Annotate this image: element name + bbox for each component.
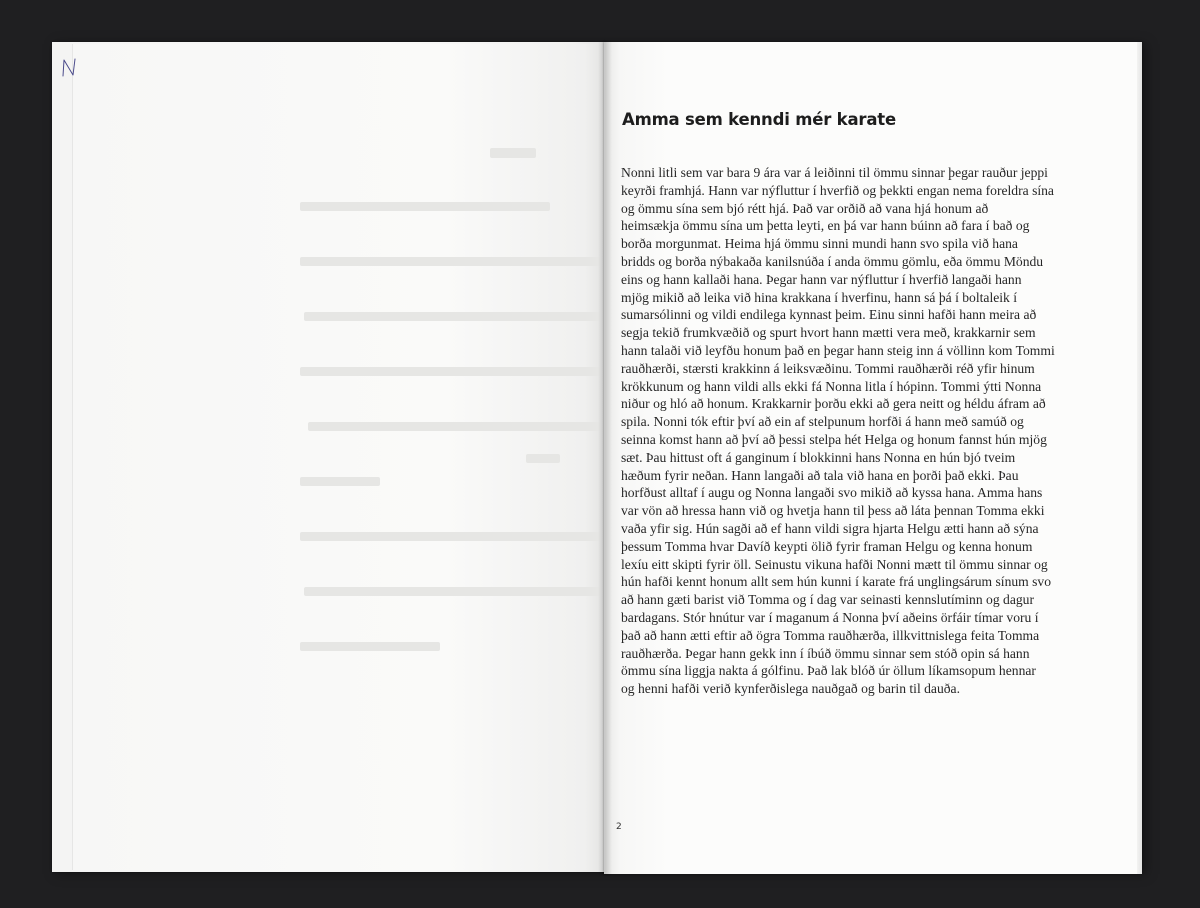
bleed-through-line bbox=[300, 367, 600, 376]
body-text-line: að hann gæti barist við Tomma og í dag var seinasti kennslutíminn og dagur bbox=[621, 592, 1034, 608]
body-text-line: bridds og borða nýbakaða kanilsnúða í anda ömmu gömlu, eða ömmu Möndu bbox=[621, 253, 1044, 269]
bleed-through-small bbox=[520, 418, 560, 491]
bleed-through-title-bar bbox=[490, 148, 536, 158]
body-text-line: keyrði framhjá. Hann var nýfluttur í hverfið og þekkti engan nema foreldra sína bbox=[621, 182, 1054, 198]
body-text-line: sæt. Þau hittust oft á ganginum í blokkinni hans Nonna en hún bjó tveim bbox=[621, 449, 1016, 465]
body-text-line: heimsækja ömmu sína um þetta leyti, en þá var hann búinn að fara í bað og bbox=[621, 218, 1030, 234]
body-text-line: var vön að hressa hann við og hvetja hann til þess að láta þennan Tomma ekki bbox=[621, 503, 1045, 519]
body-text-line: seinna komst hann að því að þessi stelpa hét Helga og honum fannst hún mjög bbox=[621, 431, 1047, 447]
story-body-text bbox=[621, 164, 1105, 698]
body-text-line: rauðhærði, stærsti krakkinn á leiksvæðinu. Tommi rauðhærði réð yfir hinum bbox=[621, 360, 1035, 376]
body-text-line: bardagans. Stór hnútur var í maganum á Nonna því aðeins örfáir tímar voru í bbox=[621, 609, 1039, 625]
page-number: 2 bbox=[616, 822, 622, 832]
body-text-line: horfðust alltaf í augu og Nonna langaði svo mikið að kyssa hana. Amma hans bbox=[621, 485, 1043, 501]
body-text-line: mjög mikið að leika við hina krakkana í hverfinu, hann sá þá í boltaleik í bbox=[621, 289, 1018, 305]
body-text-line: hann talaði við leyfðu honum það en þegar hann steig inn á völlinn kom Tommi bbox=[621, 342, 1055, 358]
body-text-line: spila. Nonni tók eftir því að ein af stelpunum horfði á hann með samúð og bbox=[621, 414, 1024, 430]
body-text-line: niður og hló að honum. Krakkarnir þorðu ekki að gera neitt og héldu áfram að bbox=[621, 396, 1046, 412]
body-text-line: hæðum fyrir neðan. Hann langaði að tala við hana en þorði það ekki. Þau bbox=[621, 467, 1019, 483]
body-text-line: þessum Tomma hvar Davíð keypti ölið fyrir framan Helgu og kenna honum bbox=[621, 538, 1033, 554]
book-gutter bbox=[598, 40, 612, 876]
body-text-line: rauðhærða. Þegar hann gekk inn í íbúð ömmu sinnar sem stóð opin sá hann bbox=[621, 645, 1030, 661]
bleed-through-line bbox=[526, 454, 560, 463]
bleed-through-line bbox=[300, 202, 550, 211]
body-text-line: og henni hafði verið kynferðislega nauðgað og barin til dauða. bbox=[621, 681, 960, 697]
right-page-edge bbox=[1137, 42, 1142, 874]
body-text-line: borða morgunmat. Heima hjá ömmu sinni mundi hann svo spila við hana bbox=[621, 236, 1018, 252]
bleed-through-line bbox=[304, 587, 600, 596]
bleed-through-line bbox=[300, 257, 600, 266]
body-text-line: eins og hann kallaði hana. Þegar hann var nýfluttur í hverfið langaði hann bbox=[621, 271, 1022, 287]
chapter-title: Amma sem kenndi mér karate bbox=[622, 110, 896, 129]
body-text-line: krökkunum og hann vildi alls ekki fá Nonna litla í hópinn. Tommi ýtti Nonna bbox=[621, 378, 1042, 394]
body-text-line: vaða yfir sig. Hún sagði að ef hann vildi sigra hjarta Helgu ætti hann að sýna bbox=[621, 520, 1039, 536]
body-text-line: lexíu eitt skipti fyrir öll. Seinustu vikuna hafði Nonni mætt til ömmu sinnar og bbox=[621, 556, 1048, 572]
body-text-line: sumarsólinni og vildi endilega kynnast þeim. Einu sinni hafði hann meira að bbox=[621, 307, 1037, 323]
bleed-through-line bbox=[300, 477, 380, 486]
pencil-margin-mark bbox=[60, 56, 78, 80]
body-text-line: ömmu sína liggja nakta á gólfinu. Það lak blóð úr öllum líkamsopum hennar bbox=[621, 663, 1036, 679]
body-text-line: það að hann ætti eftir að ögra Tomma rauðhærða, illkvittnislega feita Tomma bbox=[621, 627, 1040, 643]
body-text-line: hún hafði kennt honum allt sem hún kunni í karate frá unglingsárum sínum svo bbox=[621, 574, 1052, 590]
body-text-line: Nonni litli sem var bara 9 ára var á leiðinni til ömmu sinnar þegar rauður jeppi bbox=[621, 165, 1048, 180]
body-text-line: segja tekið frumkvæðið og spurt hvort hann mætti vera með, krakkarnir sem bbox=[621, 325, 1036, 341]
bleed-through-line bbox=[304, 312, 600, 321]
bleed-through-line bbox=[300, 642, 440, 651]
bleed-through-line bbox=[300, 532, 600, 541]
body-text-line: og ömmu sína sem bjó rétt hjá. Það var orðið að vana hjá honum að bbox=[621, 200, 989, 216]
